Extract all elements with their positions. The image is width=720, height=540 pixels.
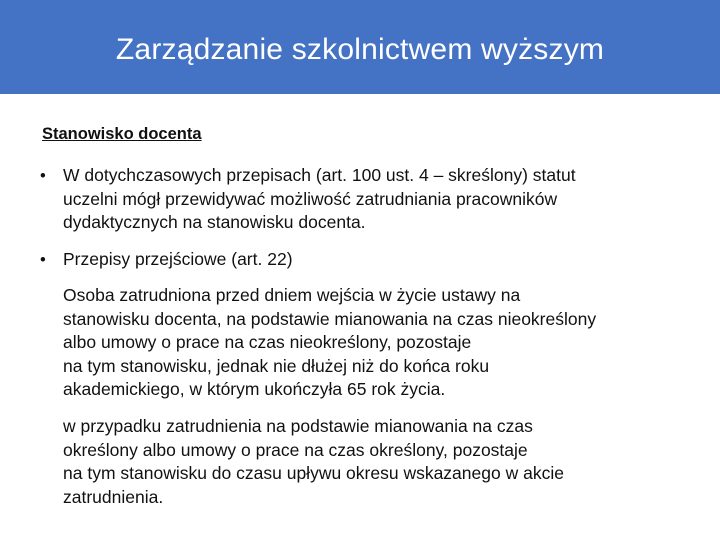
bullet-marker: • (40, 251, 46, 269)
paragraph-line: na tym stanowisku do czasu upływu okresu wskazanego w akcie (63, 463, 564, 483)
section-heading: Stanowisko docenta (42, 125, 202, 143)
paragraph-line: albo umowy o prace na czas nieokreślony, pozostaje (63, 332, 472, 352)
bullet-text-line: W dotychczasowych przepisach (art. 100 ust. 4 – skreślony) statut (63, 165, 576, 185)
paragraph-line: w przypadku zatrudnienia na podstawie mianowania na czas (63, 416, 533, 436)
slide-title: Zarządzanie szkolnictwem wyższym (115, 33, 605, 66)
bullet-text-line: uczelni mógł przewidywać możliwość zatrudniania pracowników (63, 188, 558, 209)
paragraph-fixed-term-employment (63, 415, 564, 509)
bullet-item-transitional-provisions (63, 248, 293, 272)
paragraph-indefinite-employment (63, 284, 596, 402)
title-bar (0, 0, 720, 94)
paragraph-line: zatrudnienia. (63, 486, 164, 507)
bullet-text-line: dydaktycznych na stanowisku docenta. (63, 212, 366, 232)
bullet-text-line: Przepisy przejściowe (art. 22) (63, 249, 293, 269)
paragraph-line: Osoba zatrudniona przed dniem wejścia w życie ustawy na (63, 285, 521, 305)
paragraph-line: na tym stanowisku, jednak nie dłużej niż do końca roku (63, 355, 490, 376)
paragraph-line: akademickiego, w którym ukończyła 65 rok życia. (63, 379, 446, 399)
paragraph-line: stanowisku docenta, na podstawie mianowania na czas nieokreślony (63, 308, 597, 329)
bullet-item-previous-regulations (63, 164, 576, 235)
bullet-marker: • (40, 167, 46, 185)
paragraph-line: określony albo umowy o prace na czas określony, pozostaje (63, 439, 528, 460)
